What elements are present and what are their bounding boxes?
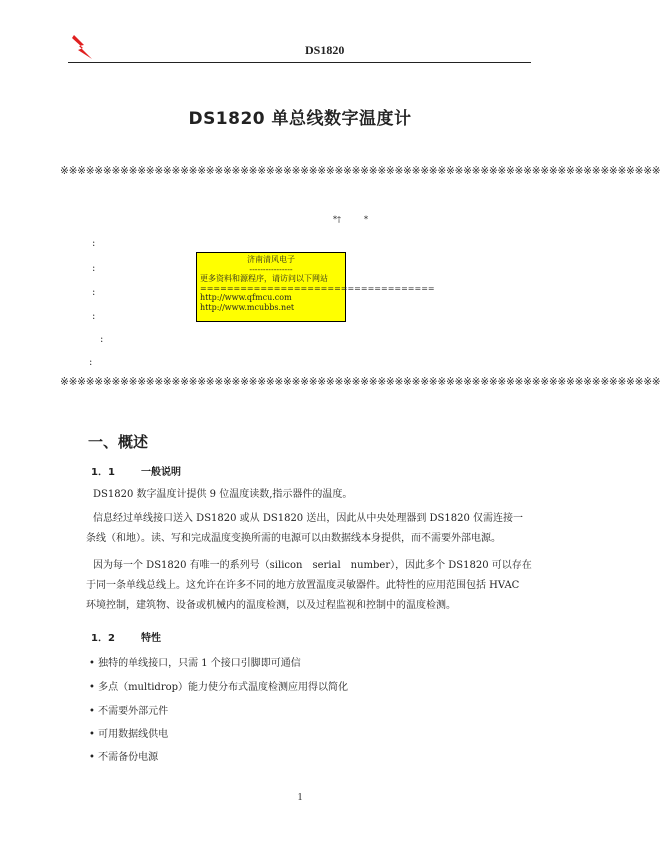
subsection-number: 1．2 <box>91 633 115 644</box>
mark-1: *† <box>333 215 341 224</box>
paragraph-2: 信息经过单线接口送入 DS1820 或从 DS1820 送出，因此从中央处理器到 DS1820 仅需连接一条线（和地）。读、写和完成温度变换所需的电源可以由数据线本身提供，而不需要外部电源。 <box>86 513 524 544</box>
feature-item: • 不需要外部元件 <box>89 706 169 717</box>
field-colon: : <box>100 334 104 345</box>
mark-2: * <box>364 215 368 224</box>
ad-dashes: ---------------- <box>249 264 293 274</box>
ad-text: 更多资料和源程序，请访问以下网站 <box>200 274 328 283</box>
document-title: DS1820 单总线数字温度计 <box>188 109 412 129</box>
subsection-number: 1．1 <box>91 467 115 478</box>
divider-top: ※※※※※※※※※※※※※※※※※※※※※※※※※※※※※※※※※※※※※※※※※※※※※※※※※※※※※※※※※※※※※※※※※※※※※※ <box>60 165 660 177</box>
header-rule <box>68 62 531 63</box>
ad-link-2[interactable]: http://www.mcubbs.net <box>200 302 295 312</box>
subsection-title: 一般说明 <box>141 467 181 478</box>
subsection-heading-2 <box>91 629 161 644</box>
subsection-heading-1 <box>91 463 181 478</box>
divider-bottom: ※※※※※※※※※※※※※※※※※※※※※※※※※※※※※※※※※※※※※※※※※※※※※※※※※※※※※※※※※※※※※※※※※※※※※※ <box>60 376 660 388</box>
ad-link-1[interactable]: http://www.qfmcu.com <box>200 293 292 302</box>
paragraph-3: 因为每一个 DS1820 有唯一的系列号（silicon serial number），因此多个 DS1820 可以存在于同一条单线总线上。这允许在许多不同的地方放置温度灵敏器件。此特性的应用范围包括 HVAC 环境控制，建筑物、设备或机械内的温度检测，以及过程监视和控制中的温度检测。 <box>86 560 532 611</box>
field-colon: : <box>92 311 96 322</box>
page-number: 1 <box>297 792 303 803</box>
ad-company: 济南清风电子 <box>247 255 295 264</box>
ad-equals: =================================== <box>200 283 435 293</box>
field-colon: : <box>92 263 96 274</box>
feature-item: • 可用数据线供电 <box>89 729 169 740</box>
header-title: DS1820 <box>305 43 345 57</box>
field-colon: : <box>89 357 93 368</box>
section-heading: 一、概述 <box>88 433 149 451</box>
ad-box <box>196 252 435 322</box>
subsection-title: 特性 <box>141 633 161 644</box>
field-colon: : <box>92 238 96 249</box>
field-colon: : <box>92 287 96 298</box>
feature-item: • 多点（multidrop）能力使分布式温度检测应用得以简化 <box>89 682 349 693</box>
lightning-icon <box>68 33 96 61</box>
paragraph-1: DS1820 数字温度计提供 9 位温度读数,指示器件的温度。 <box>93 489 353 500</box>
feature-item: • 独特的单线接口，只需 1 个接口引脚即可通信 <box>89 658 301 669</box>
feature-item: • 不需备份电源 <box>89 752 159 763</box>
